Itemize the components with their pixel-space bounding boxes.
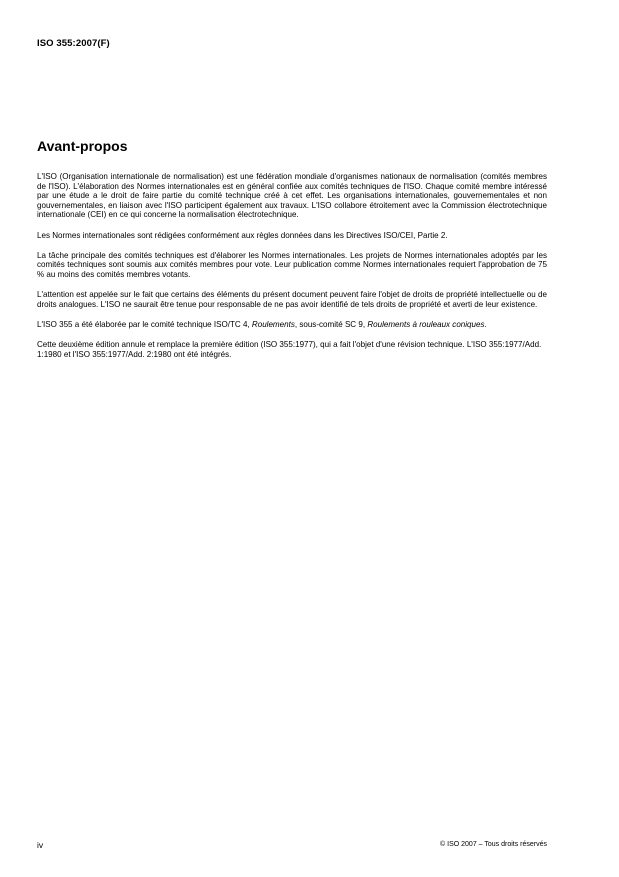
committee-name: Roulements (251, 319, 295, 329)
copyright-notice: © ISO 2007 – Tous droits réservés (440, 841, 547, 848)
paragraph-patent-rights: L'attention est appelée sur le fait que certains des éléments du présent document peuvent faire l'objet de droits de propriété intellectuelle ou de droits analogues. L'ISO ne saurait être tenue pour responsable de ne pas avoir identifié de tels droits de propriété et averti de leur existence. (37, 290, 547, 309)
foreword-body (37, 172, 547, 370)
paragraph-prepared-by (37, 320, 547, 330)
prepared-by-text-1: L'ISO 355 a été élaborée par le comité technique ISO/TC 4, (37, 319, 252, 329)
prepared-by-text-2: , sous-comité SC 9, (294, 319, 368, 329)
paragraph-edition: Cette deuxième édition annule et remplace la première édition (ISO 355:1977), qui a fait l'objet d'une révision technique. L'ISO 355:1977/Add. 1:1980 et l'ISO 355:1977/Add. 2:1980 ont été intégrés. (37, 340, 542, 359)
paragraph-iso-intro: L'ISO (Organisation internationale de normalisation) est une fédération mondiale d'organismes nationaux de normalisation (comités membres de l'ISO). L'élaboration des Normes internationales est en général confiée aux comités techniques de l'ISO. Chaque comité membre intéressé par une étude a le droit de faire partie du comité technique créé à cet effet. Les organisations internationales, gouvernementales et non gouvernementales, en liaison avec l'ISO participent également aux travaux. L'ISO collabore étroitement avec la Commission électrotechnique internationale (CEI) en ce qui concerne la normalisation électrotechnique. (37, 172, 547, 220)
prepared-by-text-3: . (484, 319, 487, 329)
paragraph-technical-committees: La tâche principale des comités techniques est d'élaborer les Normes internationales. Les projets de Normes internationales adoptés par les comités techniques sont soumis aux comités membres pour vote. Leur publication comme Normes internationales requiert l'approbation de 75 % au moins des comités membres votants. (37, 250, 547, 279)
paragraph-directives: Les Normes internationales sont rédigées conformément aux règles données dans les Directives ISO/CEI, Partie 2. (37, 230, 448, 240)
subcommittee-name: Roulements à rouleaux coniques (367, 319, 485, 329)
page-number: iv (37, 840, 44, 850)
document-id-header: ISO 355:2007(F) (37, 38, 110, 49)
page-title: Avant-propos (37, 138, 128, 154)
